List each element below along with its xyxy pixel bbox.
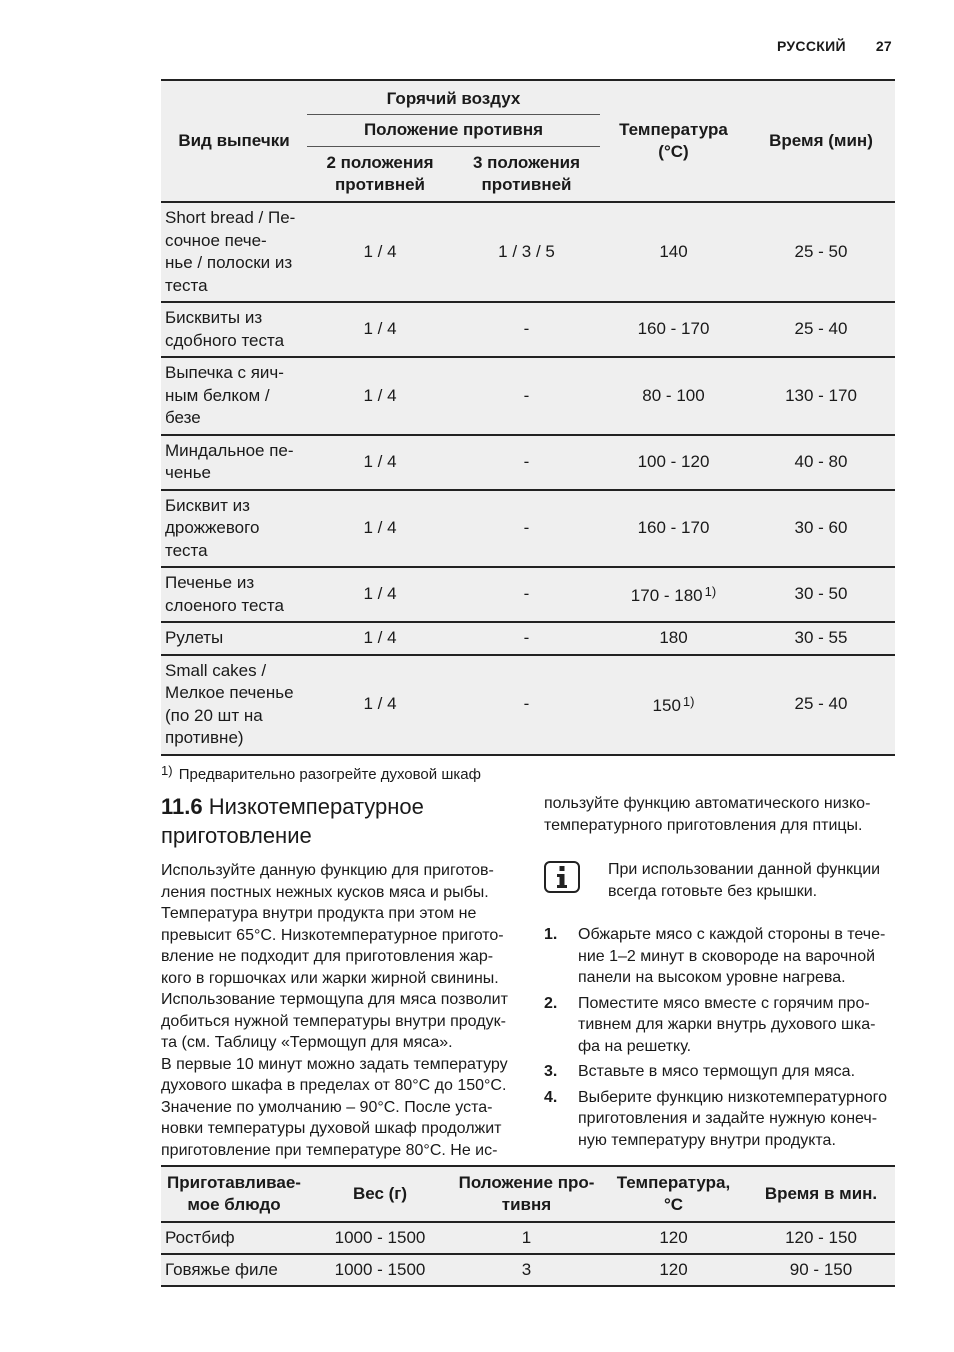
step-line: панели на высоком уровне нагрева. bbox=[578, 969, 846, 986]
cell-two-pos: 1 / 4 bbox=[363, 451, 397, 471]
table-row bbox=[161, 655, 895, 755]
step-line: ние 1–2 минут в сковороде на варочной bbox=[578, 947, 876, 965]
col-header-two-pos: 2 положения противней bbox=[307, 146, 453, 202]
cell-kind-line: противне) bbox=[165, 728, 244, 747]
cell-kind-line: Бисквит из bbox=[165, 495, 250, 515]
col-header-temperature: Температура, °C bbox=[600, 1166, 747, 1222]
cell-two-pos: 1 / 4 bbox=[363, 628, 397, 647]
col-header-position: Положение про- тивня bbox=[453, 1166, 600, 1222]
cell-temp-value: 160 - 170 bbox=[637, 518, 710, 537]
step-item bbox=[544, 924, 896, 989]
cell-kind bbox=[161, 655, 307, 755]
paragraph-line: духового шкафа в пределах от 80°C до 150°C. bbox=[161, 1077, 507, 1094]
paragraph-line: Температура внутри продукта при этом не bbox=[161, 905, 477, 922]
cell-dish: Ростбиф bbox=[165, 1228, 235, 1247]
cell-kind-line: Рулеты bbox=[165, 628, 224, 647]
cell-temp-value: 180 bbox=[659, 628, 688, 647]
page-header bbox=[777, 38, 892, 54]
info-note bbox=[544, 859, 896, 902]
cell-kind-line: теста bbox=[165, 275, 208, 295]
paragraph-line: та (см. Таблицу «Термощуп для мяса». bbox=[161, 1034, 453, 1051]
cell-kind-line: Short bread / Пе- bbox=[165, 208, 296, 227]
footnote-ref: 1) bbox=[682, 694, 695, 710]
step-line: Вставьте в мясо термощуп для мяса. bbox=[578, 1063, 856, 1080]
cell-time: 30 - 60 bbox=[794, 518, 848, 537]
steps-list bbox=[544, 924, 896, 1151]
cell-three-pos: - bbox=[523, 628, 530, 647]
table-row bbox=[161, 490, 895, 568]
info-line: всегда готовьте без крышки. bbox=[608, 882, 818, 900]
cell-temp bbox=[600, 302, 747, 357]
cell-kind-line: ченье bbox=[165, 463, 212, 482]
intro-continuation bbox=[544, 793, 896, 836]
step-number: 3. bbox=[544, 1063, 558, 1080]
step-number: 4. bbox=[544, 1088, 558, 1106]
paragraph-line: температурного приготовления для птицы. bbox=[544, 816, 863, 834]
table-row bbox=[161, 622, 895, 655]
cell-kind-line: теста bbox=[165, 540, 208, 560]
cell-time: 25 - 40 bbox=[794, 694, 848, 714]
step-number: 1. bbox=[544, 926, 558, 943]
page-number: 27 bbox=[875, 38, 892, 54]
cell-three-pos: - bbox=[523, 451, 530, 471]
step-line: тивнем для жарки внутрь духового шка- bbox=[578, 1016, 876, 1033]
paragraph-line: вление не подходит для приготовления жар- bbox=[161, 948, 494, 965]
language-label: РУССКИЙ bbox=[776, 38, 846, 54]
step-text bbox=[578, 993, 875, 1058]
baking-table bbox=[161, 79, 895, 756]
cell-time: 25 - 50 bbox=[794, 241, 848, 261]
cell-kind-line: дрожжевого bbox=[165, 518, 260, 537]
cell-time: 30 - 50 bbox=[794, 584, 848, 604]
cell-kind bbox=[161, 567, 307, 622]
cell-kind bbox=[161, 622, 307, 655]
col-header-weight: Вес (г) bbox=[307, 1166, 453, 1222]
step-line: приготовления и задайте нужную конеч- bbox=[578, 1110, 878, 1127]
cell-temp bbox=[600, 567, 747, 622]
cell-kind-line: ным белком / bbox=[165, 385, 270, 405]
cell-kind-line: нье / полоски из bbox=[165, 253, 293, 272]
cell-kind bbox=[161, 357, 307, 435]
cell-kind-line: Мелкое печенье bbox=[165, 683, 294, 702]
cell-temp bbox=[600, 622, 747, 655]
info-line: При использовании данной функции bbox=[608, 861, 881, 878]
step-line: Выберите функцию низкотемпературного bbox=[578, 1088, 887, 1106]
cell-weight: 1000 - 1500 bbox=[334, 1228, 426, 1247]
cell-kind-line: безе bbox=[165, 408, 201, 427]
group-header-hot-air: Горячий воздух bbox=[386, 89, 521, 109]
cell-position: 3 bbox=[521, 1260, 532, 1279]
cell-three-pos: - bbox=[523, 584, 530, 604]
step-item bbox=[544, 1061, 896, 1083]
cell-temp-value: 170 - 180 bbox=[630, 586, 703, 606]
step-text bbox=[578, 1087, 887, 1152]
table-row bbox=[161, 1254, 895, 1286]
info-note-text bbox=[608, 859, 880, 902]
cell-kind bbox=[161, 302, 307, 357]
cell-temp-value: 80 - 100 bbox=[642, 385, 705, 405]
cell-kind bbox=[161, 202, 307, 302]
cell-three-pos: - bbox=[523, 319, 530, 339]
cell-three-pos: - bbox=[523, 385, 530, 405]
cell-temp-value: 140 bbox=[659, 241, 688, 261]
cell-temp bbox=[600, 202, 747, 302]
step-line: фа на решетку. bbox=[578, 1037, 692, 1055]
step-number: 2. bbox=[544, 994, 558, 1012]
cell-time: 130 - 170 bbox=[785, 385, 857, 405]
cell-time: 40 - 80 bbox=[794, 451, 848, 471]
step-line: Обжарьте мясо с каждой стороны в тече- bbox=[578, 926, 886, 943]
cell-two-pos: 1 / 4 bbox=[363, 319, 397, 339]
info-icon bbox=[544, 861, 580, 893]
paragraph-line: В первые 10 минут можно задать температуру bbox=[161, 1055, 508, 1073]
cell-three-pos: - bbox=[523, 518, 530, 537]
cell-two-pos: 1 / 4 bbox=[363, 385, 397, 405]
col-header-dish: Приготавливае- мое блюдо bbox=[161, 1166, 307, 1222]
lowtemp-table bbox=[161, 1165, 895, 1287]
step-item bbox=[544, 1087, 896, 1152]
cell-duration: 120 - 150 bbox=[785, 1228, 857, 1247]
footnote-mark: 1) bbox=[161, 763, 173, 778]
step-line: ную температуру внутри продукта. bbox=[578, 1131, 836, 1149]
table-row bbox=[161, 435, 895, 490]
cell-temp-value: 160 - 170 bbox=[637, 319, 710, 339]
cell-temperature: 120 bbox=[659, 1228, 688, 1247]
step-line: Поместите мясо вместе с горячим про- bbox=[578, 994, 870, 1012]
paragraph-line: новки температуры духовой шкаф продолжит bbox=[161, 1120, 502, 1137]
section-title-line2: приготовление bbox=[161, 823, 312, 848]
paragraph-line: ления постных нежных кусков мяса и рыбы. bbox=[161, 883, 489, 901]
step-text bbox=[578, 924, 885, 989]
col-header-kind: Вид выпечки bbox=[161, 80, 307, 202]
cell-kind-line: Выпечка с яич- bbox=[165, 363, 284, 382]
right-column bbox=[544, 793, 896, 1155]
table-row bbox=[161, 202, 895, 302]
section-number: 11.6 bbox=[161, 794, 203, 819]
cell-kind-line: (по 20 шт на bbox=[165, 705, 263, 725]
cell-time: 25 - 40 bbox=[794, 319, 848, 339]
intro-paragraph bbox=[161, 860, 517, 1161]
cell-two-pos: 1 / 4 bbox=[363, 241, 397, 261]
table-row bbox=[161, 357, 895, 435]
table-row bbox=[161, 1222, 895, 1254]
section-title bbox=[161, 792, 521, 850]
paragraph-line: превысит 65°C. Низкотемпературное пригото- bbox=[161, 926, 504, 944]
table-row bbox=[161, 567, 895, 622]
cell-two-pos: 1 / 4 bbox=[363, 694, 397, 714]
cell-position: 1 bbox=[521, 1228, 532, 1247]
cell-kind-line: слоеного теста bbox=[165, 595, 284, 615]
paragraph-line: приготовление при температуре 80°C. Не ис- bbox=[161, 1141, 498, 1159]
paragraph-line: Значение по умолчанию – 90°C. После уста- bbox=[161, 1098, 493, 1116]
cell-kind bbox=[161, 435, 307, 490]
cell-duration: 90 - 150 bbox=[789, 1260, 853, 1279]
cell-kind-line: Печенье из bbox=[165, 573, 255, 592]
paragraph-line: кого в горшочках или жарки жирной свинины. bbox=[161, 969, 499, 987]
section-title-line1: Низкотемпературное bbox=[208, 794, 424, 819]
cell-temp bbox=[600, 655, 747, 755]
col-header-temp: Температура (°C) bbox=[600, 80, 747, 202]
cell-temp bbox=[600, 435, 747, 490]
cell-three-pos: - bbox=[523, 694, 530, 714]
paragraph-line: добиться нужной температуры внутри продук- bbox=[161, 1012, 506, 1030]
paragraph-line: Используйте данную функцию для приготов- bbox=[161, 862, 494, 879]
cell-temperature: 120 bbox=[659, 1260, 688, 1279]
cell-three-pos: 1 / 3 / 5 bbox=[498, 241, 555, 261]
cell-weight: 1000 - 1500 bbox=[334, 1260, 426, 1279]
table-row bbox=[161, 302, 895, 357]
col-header-time: Время (мин) bbox=[747, 80, 895, 202]
col-header-duration: Время в мин. bbox=[747, 1166, 895, 1222]
cell-temp bbox=[600, 490, 747, 568]
footnote-text: Предварительно разогрейте духовой шкаф bbox=[178, 766, 481, 783]
cell-kind-line: Small cakes / bbox=[165, 660, 267, 680]
step-text bbox=[578, 1061, 855, 1083]
cell-temp-value: 100 - 120 bbox=[637, 451, 710, 471]
cell-two-pos: 1 / 4 bbox=[363, 584, 397, 604]
group-header-position: Положение противня bbox=[307, 114, 600, 146]
cell-two-pos: 1 / 4 bbox=[363, 518, 397, 537]
cell-time: 30 - 55 bbox=[794, 628, 848, 647]
cell-kind-line: Бисквиты из bbox=[165, 308, 263, 327]
cell-kind bbox=[161, 490, 307, 568]
paragraph-line: пользуйте функцию автоматического низко- bbox=[544, 795, 871, 812]
cell-kind-line: Миндальное пе- bbox=[165, 440, 294, 460]
cell-dish: Говяжье филе bbox=[165, 1260, 278, 1279]
step-item bbox=[544, 993, 896, 1058]
footnote-ref: 1) bbox=[704, 584, 717, 600]
paragraph-line: Использование термощупа для мяса позволит bbox=[161, 991, 508, 1008]
cell-kind-line: сдобного теста bbox=[165, 330, 285, 350]
table-footnote bbox=[161, 763, 481, 783]
cell-temp-value: 150 bbox=[652, 696, 681, 716]
cell-temp bbox=[600, 357, 747, 435]
col-header-three-pos: 3 положения противней bbox=[453, 146, 600, 202]
cell-kind-line: сочное пече- bbox=[165, 230, 267, 250]
